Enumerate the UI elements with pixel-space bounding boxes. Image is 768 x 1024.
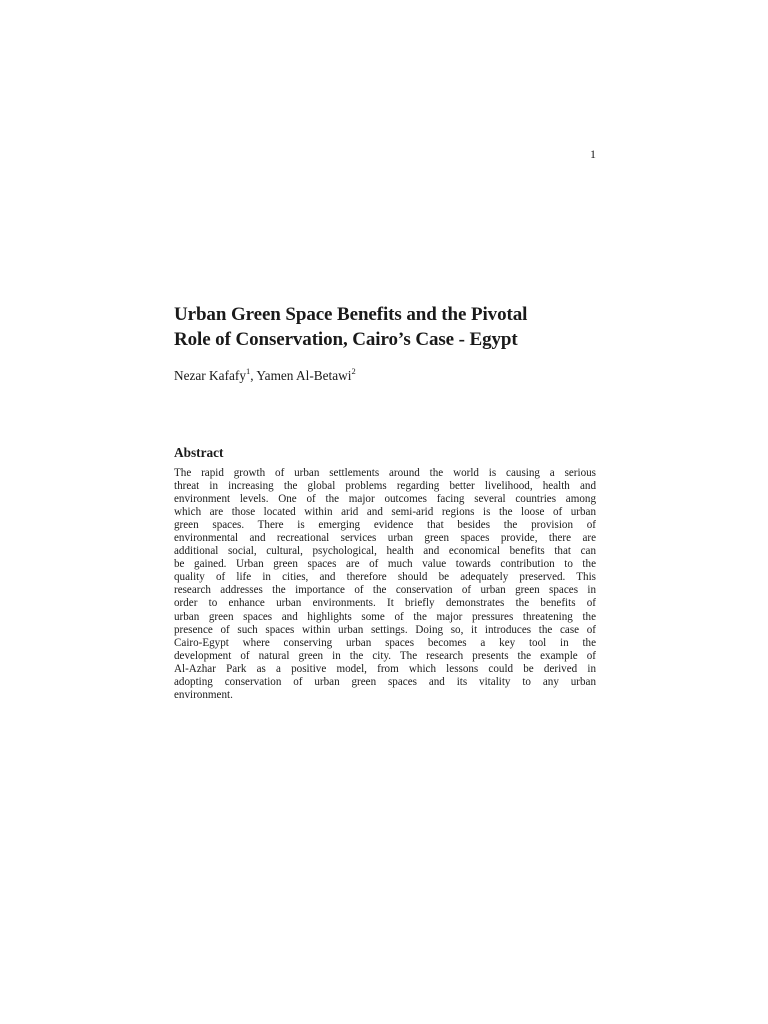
affiliation-mark: 1 bbox=[245, 365, 251, 376]
paper-title bbox=[174, 302, 604, 352]
abstract-line: research addresses the importance of the conservation of urban green spaces in bbox=[174, 584, 596, 597]
abstract-line: The rapid growth of urban settlements around the world is causing a serious bbox=[174, 467, 596, 479]
abstract-line: presence of such spaces within urban settings. Doing so, it introduces the case of bbox=[174, 623, 596, 636]
page-number: 1 bbox=[590, 147, 596, 161]
title-line: Role of Conservation, Cairo’s Case - Egypt bbox=[174, 329, 518, 350]
abstract-line: urban green spaces and highlights some of the major pressures threatening the bbox=[174, 610, 596, 623]
abstract-line: adopting conservation of urban green spaces and its vitality to any urban bbox=[174, 675, 596, 688]
abstract-line: additional social, cultural, psychological, health and economical benefits that can bbox=[174, 545, 596, 558]
affiliation-mark: 2 bbox=[351, 365, 356, 376]
abstract-line: environmental and recreational services urban green spaces provide, there are bbox=[174, 532, 596, 545]
abstract-heading: Abstract bbox=[174, 445, 224, 460]
author-separator: , bbox=[250, 368, 257, 383]
abstract-line: Al-Azhar Park as a positive model, from which lessons could be derived in bbox=[174, 662, 596, 675]
abstract-line: Cairo-Egypt where conserving urban spaces becomes a key tool in the bbox=[174, 636, 596, 649]
abstract-line: quality of life in cities, and therefore should be adequately preserved. This bbox=[174, 571, 596, 584]
abstract-line: which are those located within arid and semi-arid regions is the loose of urban bbox=[174, 506, 596, 519]
abstract-body bbox=[174, 467, 596, 702]
abstract-line: development of natural green in the city. The research presents the example of bbox=[174, 649, 596, 662]
abstract-line: environment levels. One of the major outcomes facing several countries among bbox=[174, 493, 596, 506]
author-name: Yamen Al-Betawi bbox=[256, 368, 352, 383]
abstract-line: order to enhance urban environments. It briefly demonstrates the benefits of bbox=[174, 597, 596, 610]
abstract-line: green spaces. There is emerging evidence that besides the provision of bbox=[174, 519, 596, 532]
title-line: Urban Green Space Benefits and the Pivotal bbox=[174, 304, 528, 325]
author-name: Nezar Kafafy bbox=[174, 368, 246, 383]
abstract-line: environment. bbox=[174, 688, 233, 701]
author-list bbox=[174, 367, 604, 385]
abstract-line: threat in increasing the global problems regarding better livelihood, health and bbox=[174, 480, 596, 493]
abstract-line: be gained. Urban green spaces are of much value towards contribution to the bbox=[174, 558, 596, 571]
